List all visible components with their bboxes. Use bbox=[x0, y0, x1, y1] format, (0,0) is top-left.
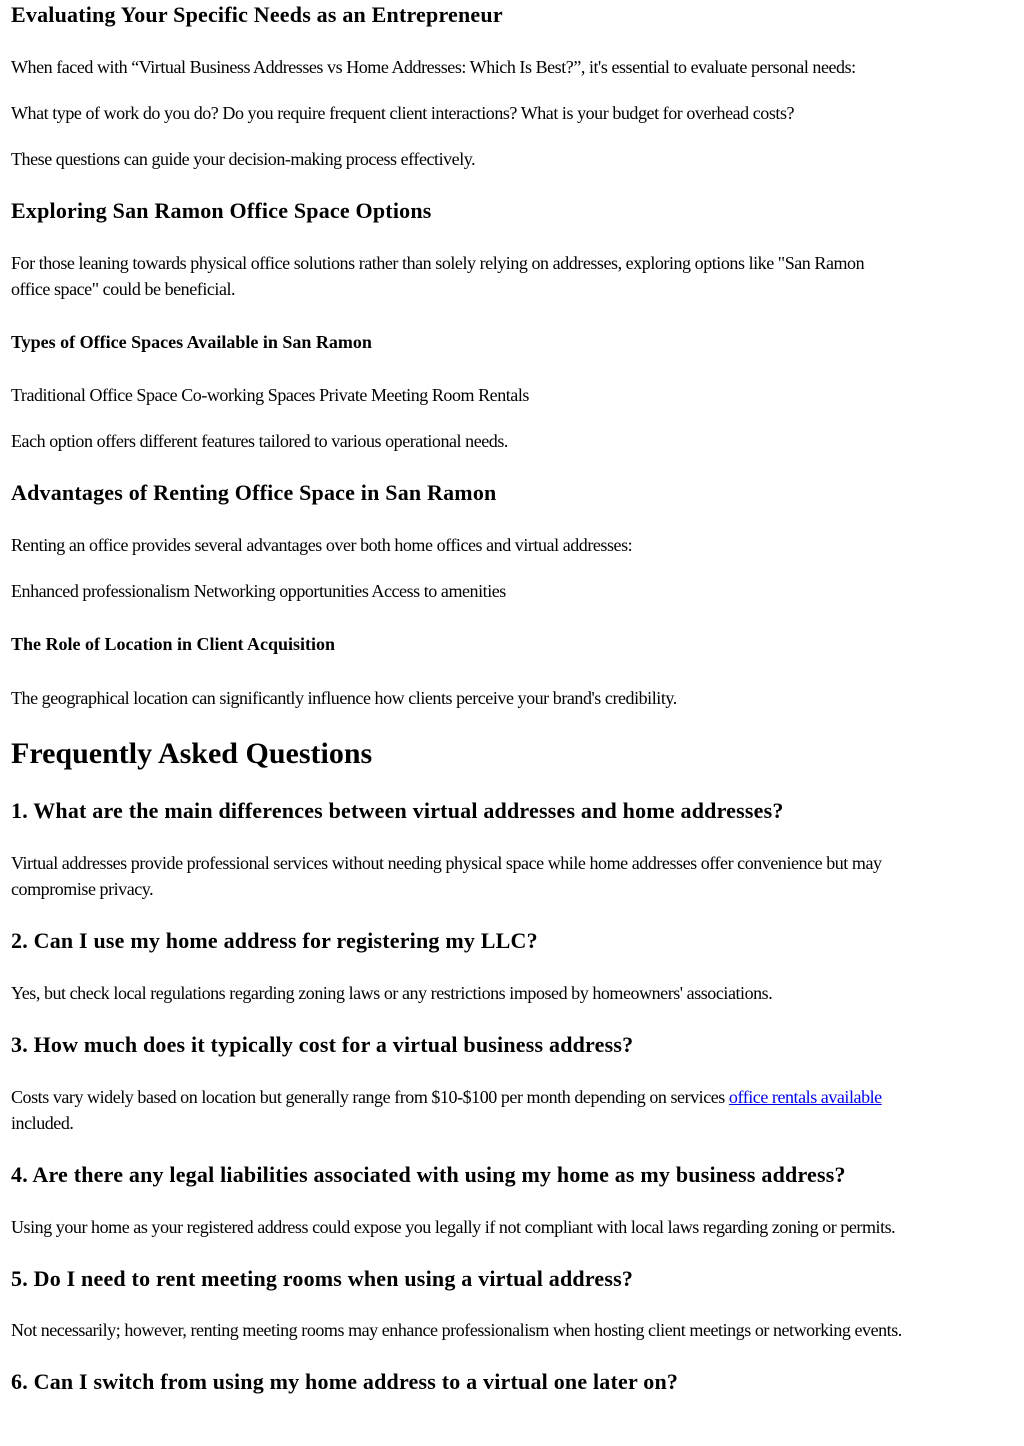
faq-answer-3-line1 bbox=[11, 1084, 882, 1110]
heading-advantages-renting: Advantages of Renting Office Space in San Ramon bbox=[11, 480, 497, 505]
subheading-types-of-office-spaces: Types of Office Spaces Available in San Ramon bbox=[11, 332, 372, 352]
faq-answer-3-text: Costs vary widely based on location but generally range from $10-$100 per month depending on services bbox=[11, 1087, 729, 1107]
paragraph-geographical-location: The geographical location can significantly influence how clients perceive your brand's credibility. bbox=[11, 688, 677, 708]
faq-question-6: 6. Can I switch from using my home address to a virtual one later on? bbox=[11, 1369, 679, 1394]
paragraph-renting-advantages: Renting an office provides several advantages over both home offices and virtual addresses: bbox=[11, 535, 633, 555]
office-rentals-link[interactable]: office rentals available bbox=[728, 1087, 882, 1107]
paragraph-questions-list: What type of work do you do? Do you require frequent client interactions? What is your budget for overhead costs? bbox=[11, 103, 795, 123]
subheading-role-of-location: The Role of Location in Client Acquisition bbox=[11, 634, 336, 654]
faq-answer-5: Not necessarily; however, renting meeting rooms may enhance professionalism when hosting client meetings or networking events. bbox=[11, 1320, 902, 1340]
faq-answer-1-line1: Virtual addresses provide professional services without needing physical space while home addresses offer convenience but may bbox=[11, 853, 882, 873]
paragraph-office-types: Traditional Office Space Co-working Spaces Private Meeting Room Rentals bbox=[11, 385, 529, 405]
paragraph-physical-office-line2: office space" could be beneficial. bbox=[11, 279, 236, 299]
paragraph-guide-decision: These questions can guide your decision-making process effectively. bbox=[11, 149, 476, 169]
paragraph-evaluate-personal-needs: When faced with “Virtual Business Addresses vs Home Addresses: Which Is Best?”, it's essential to evaluate personal needs: bbox=[11, 57, 856, 77]
faq-question-4: 4. Are there any legal liabilities associated with using my home as my business address? bbox=[11, 1162, 846, 1187]
faq-answer-1-line2: compromise privacy. bbox=[11, 879, 154, 899]
heading-san-ramon-office-options: Exploring San Ramon Office Space Options bbox=[11, 198, 432, 223]
paragraph-advantages-list: Enhanced professionalism Networking opportunities Access to amenities bbox=[11, 581, 506, 601]
faq-title: Frequently Asked Questions bbox=[11, 737, 373, 770]
faq-answer-2: Yes, but check local regulations regarding zoning laws or any restrictions imposed by homeowners' associations. bbox=[11, 983, 773, 1003]
faq-question-3: 3. How much does it typically cost for a virtual business address? bbox=[11, 1032, 634, 1057]
faq-answer-4: Using your home as your registered address could expose you legally if not compliant with local laws regarding zoning or permits. bbox=[11, 1217, 896, 1237]
paragraph-physical-office-line1: For those leaning towards physical office solutions rather than solely relying on addresses, exploring options like "San Ramon bbox=[11, 253, 865, 273]
faq-question-2: 2. Can I use my home address for registering my LLC? bbox=[11, 928, 538, 953]
faq-question-5: 5. Do I need to rent meeting rooms when using a virtual address? bbox=[11, 1266, 634, 1291]
faq-question-1: 1. What are the main differences between virtual addresses and home addresses? bbox=[11, 798, 784, 823]
heading-evaluating-needs: Evaluating Your Specific Needs as an Entrepreneur bbox=[11, 2, 503, 27]
paragraph-each-option: Each option offers different features tailored to various operational needs. bbox=[11, 431, 508, 451]
faq-answer-3-line2: included. bbox=[11, 1113, 74, 1133]
